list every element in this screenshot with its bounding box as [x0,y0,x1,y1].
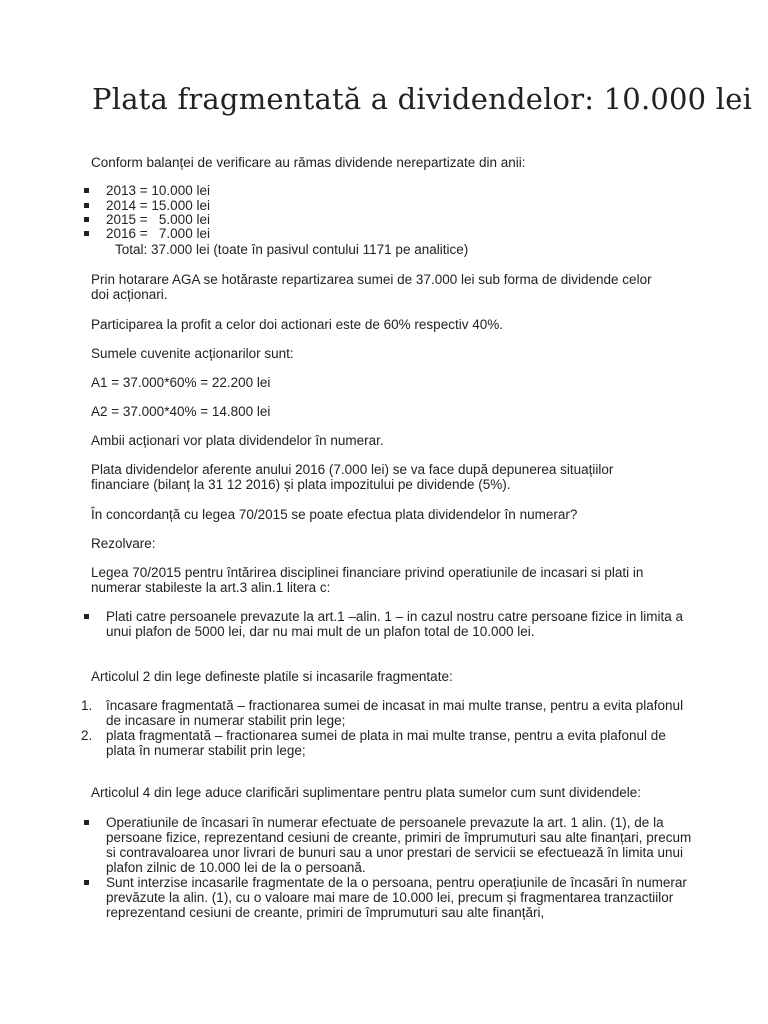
document-title: Plata fragmentată a dividendelor: 10.000 lei [92,82,753,116]
year-item: 2015 = 5.000 lei [106,212,210,227]
legea-paragraph: Legea 70/2015 pentru întărirea disciplinei financiare privind operatiunile de incasari si plati in numerar stabileste la art.3 alin.1 litera c: [91,565,644,595]
plata-paragraph: Plata dividendelor aferente anului 2016 (7.000 lei) se va face după depunerea situațiilor financiare (bilanț la 31 12 2016) și plata impozitului pe dividende (5%). [91,462,614,492]
bullet-marker [84,820,89,825]
bullet-marker [84,203,89,208]
numerar-paragraph: Ambii acționari vor plata dividendelor în numerar. [91,433,384,448]
year-item: 2014 = 15.000 lei [106,198,210,213]
numbered-item-incasare: încasare fragmentată – fractionarea sumei de incasat in mai multe transe, pentru a evita plafonul de incasare in numerar stabilit prin lege; [106,698,684,728]
bullet-marker [84,217,89,222]
total-line: Total: 37.000 lei (toate în pasivul contului 1171 pe analitice) [115,242,469,257]
bullet-interzise: Sunt interzise incasarile fragmentate de la o persoana, pentru operațiunile de încasări în numerar prevăzute la alin. (1), cu o valoare mai mare de 10.000 lei, precum și fragmentarea tranzactiilor reprezentand cesiuni de creante, primiri de împrumuturi sau alte finanțări, [106,875,687,920]
art4-paragraph: Articolul 4 din lege aduce clarificări suplimentare pentru plata sumelor cum sunt dividendele: [91,785,642,800]
rezolvare-label: Rezolvare: [91,536,156,551]
bullet-marker [84,188,89,193]
a1-line: A1 = 37.000*60% = 22.200 lei [91,375,271,390]
bullet-marker [84,614,89,619]
a2-line: A2 = 37.000*40% = 14.800 lei [91,404,271,419]
sume-paragraph: Sumele cuvenite acționarilor sunt: [91,346,294,361]
year-item: 2016 = 7.000 lei [106,226,210,241]
aga-paragraph: Prin hotarare AGA se hotăraste repartizarea sumei de 37.000 lei sub forma de dividende celor doi acționari. [91,272,652,302]
list-number: 1. [81,698,93,713]
participare-paragraph: Participarea la profit a celor doi actionari este de 60% respectiv 40%. [91,317,503,332]
bullet-operatiuni: Operatiunile de încasari în numerar efectuate de persoanele prevazute la art. 1 alin. (1), de la persoane fizice, reprezentand cesiuni de creante, primiri de împrumuturi sau alte finanțari, precum si contravaloarea unor livrari de bunuri sau a unor prestari de servicii se efectuează în limita unui plafon zilnic de 10.000 lei de la o persoană. [106,815,692,875]
art2-paragraph: Articolul 2 din lege defineste platile si incasarile fragmentate: [91,669,453,684]
year-item: 2013 = 10.000 lei [106,183,210,198]
bullet-plati: Plati catre persoanele prevazute la art.1 –alin. 1 – in cazul nostru catre persoane fizice in limita a unui plafon de 5000 lei, dar nu mai mult de un plafon total de 10.000 lei. [106,609,684,639]
numbered-item-plata: plata fragmentată – fractionarea sumei de plata in mai multe transe, pentru a evita plafonul de plata în numerar stabilit prin lege; [106,728,666,758]
intrebare-paragraph: În concordanță cu legea 70/2015 se poate efectua plata dividendelor în numerar? [91,507,578,522]
bullet-marker [84,231,89,236]
bullet-marker [84,880,89,885]
list-number: 2. [81,728,93,743]
intro-paragraph: Conform balanței de verificare au rămas dividende nerepartizate din anii: [91,155,526,170]
